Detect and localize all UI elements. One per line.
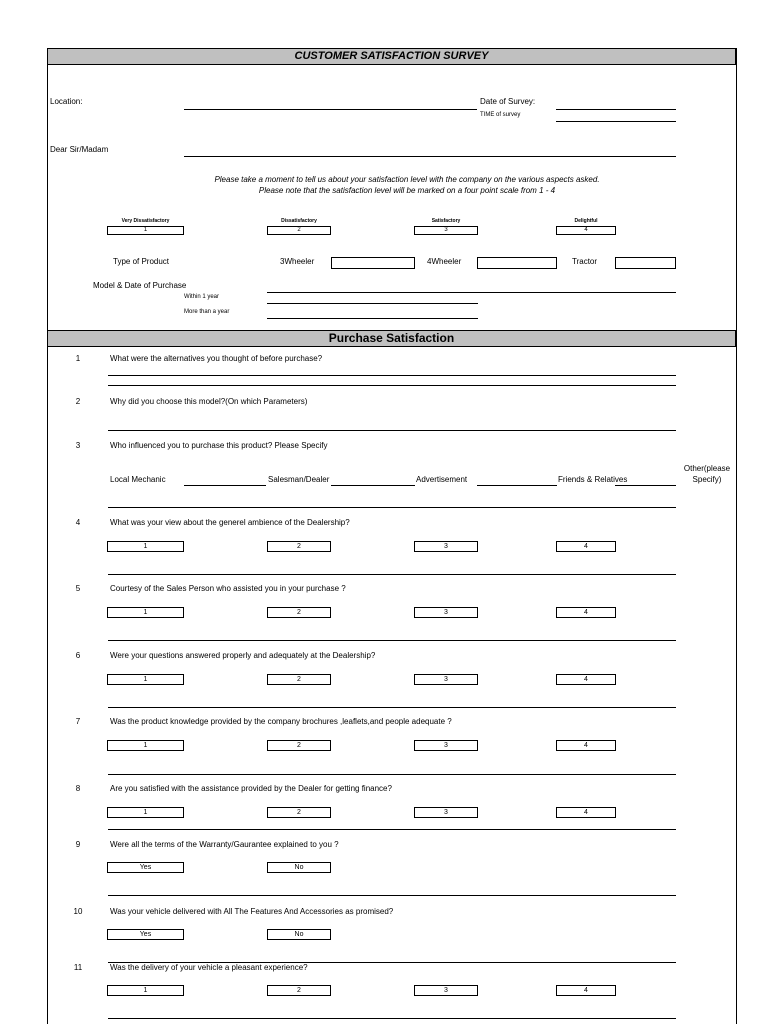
- no-box[interactable]: No: [267, 862, 331, 873]
- rating-box-1[interactable]: 1: [107, 985, 184, 996]
- question-number: 4: [75, 518, 81, 527]
- intro-line-1: Please take a moment to tell us about your satisfaction level with the company on the various aspects asked.: [214, 175, 600, 184]
- question-number: 10: [73, 907, 83, 916]
- question-number: 2: [75, 397, 81, 406]
- influencer-other-line-2: Specify): [692, 475, 722, 484]
- scale-box-1: 1: [107, 226, 184, 235]
- influencer-field[interactable]: [184, 485, 266, 486]
- question-text: What were the alternatives you thought of before purchase?: [110, 354, 323, 363]
- question-text: Courtesy of the Sales Person who assisted you in your purchase ?: [110, 584, 346, 593]
- question-number: 1: [75, 354, 81, 363]
- rating-box-1[interactable]: 1: [107, 740, 184, 751]
- location-label: Location:: [50, 97, 83, 106]
- scale-label-2: Dissatisfactory: [281, 218, 317, 224]
- section-header: Purchase Satisfaction: [47, 330, 736, 347]
- answer-line[interactable]: [108, 829, 676, 830]
- rating-box-1[interactable]: 1: [107, 674, 184, 685]
- product-tractor-box[interactable]: [615, 257, 676, 269]
- rating-box-4[interactable]: 4: [556, 985, 616, 996]
- rating-box-4[interactable]: 4: [556, 674, 616, 685]
- location-field[interactable]: [184, 109, 477, 110]
- scale-label-4: Delightful: [574, 218, 598, 224]
- date-of-survey-field[interactable]: [556, 109, 676, 110]
- influencer-field[interactable]: [615, 485, 676, 486]
- influencer-friends: Friends & Relatives: [558, 475, 628, 484]
- rating-box-1[interactable]: 1: [107, 607, 184, 618]
- question-number: 5: [75, 584, 81, 593]
- rating-box-2[interactable]: 2: [267, 740, 331, 751]
- question-number: 7: [75, 717, 81, 726]
- time-of-survey-label: TIME of survey: [480, 112, 521, 118]
- answer-line[interactable]: [108, 430, 676, 431]
- model-date-field[interactable]: [267, 292, 676, 293]
- yes-box[interactable]: Yes: [107, 929, 184, 940]
- no-box[interactable]: No: [267, 929, 331, 940]
- question-number: 9: [75, 840, 81, 849]
- rating-box-2[interactable]: 2: [267, 985, 331, 996]
- product-option-tractor: Tractor: [572, 257, 598, 266]
- rating-box-3[interactable]: 3: [414, 740, 478, 751]
- question-text: Was the product knowledge provided by the company brochures ,leaflets,and people adequate ?: [110, 717, 452, 726]
- question-text: Were all the terms of the Warranty/Gaurantee explained to you ?: [110, 840, 339, 849]
- intro-line-2: Please note that the satisfaction level will be marked on a four point scale from 1 - 4: [258, 186, 556, 195]
- answer-line[interactable]: [108, 774, 676, 775]
- question-text: Was the delivery of your vehicle a pleasant experience?: [110, 963, 308, 972]
- more-than-year-label: More than a year: [184, 309, 230, 315]
- rating-box-2[interactable]: 2: [267, 807, 331, 818]
- question-number: 11: [73, 963, 83, 972]
- scale-box-4: 4: [556, 226, 616, 235]
- question-text: What was your view about the generel ambience of the Dealership?: [110, 518, 350, 527]
- rating-box-2[interactable]: 2: [267, 607, 331, 618]
- answer-line[interactable]: [108, 640, 676, 641]
- influencer-advertisement: Advertisement: [416, 475, 468, 484]
- rating-box-4[interactable]: 4: [556, 807, 616, 818]
- question-text: Who influenced you to purchase this product? Please Specify: [110, 441, 328, 450]
- rating-box-1[interactable]: 1: [107, 807, 184, 818]
- time-of-survey-field[interactable]: [556, 121, 676, 122]
- within-year-label: Within 1 year: [184, 294, 220, 300]
- question-text: Are you satisfied with the assistance provided by the Dealer for getting finance?: [110, 784, 392, 793]
- influencer-local-mechanic: Local Mechanic: [110, 475, 166, 484]
- rating-box-3[interactable]: 3: [414, 985, 478, 996]
- answer-line[interactable]: [108, 507, 676, 508]
- answer-line[interactable]: [108, 375, 676, 376]
- influencer-salesman: Salesman/Dealer: [268, 475, 330, 484]
- influencer-field[interactable]: [331, 485, 415, 486]
- question-text: Why did you choose this model?(On which Parameters): [110, 397, 308, 406]
- date-of-survey-label: Date of Survey:: [480, 97, 536, 106]
- scale-label-1: Very Dissatisfactory: [121, 218, 170, 224]
- rating-box-4[interactable]: 4: [556, 740, 616, 751]
- name-field[interactable]: [184, 156, 676, 157]
- yes-box[interactable]: Yes: [107, 862, 184, 873]
- question-text: Were your questions answered properly and adequately at the Dealership?: [110, 651, 376, 660]
- influencer-field[interactable]: [477, 485, 557, 486]
- more-than-year-field[interactable]: [267, 318, 478, 319]
- question-number: 6: [75, 651, 81, 660]
- survey-title: CUSTOMER SATISFACTION SURVEY: [47, 48, 736, 65]
- answer-line[interactable]: [108, 574, 676, 575]
- question-number: 8: [75, 784, 81, 793]
- influencer-other-line-1: Other(please: [683, 464, 731, 473]
- product-4wheeler-box[interactable]: [477, 257, 557, 269]
- product-option-3wheeler: 3Wheeler: [280, 257, 315, 266]
- salutation: Dear Sir/Madam: [50, 145, 109, 154]
- model-date-label: Model & Date of Purchase: [93, 281, 187, 290]
- product-option-4wheeler: 4Wheeler: [427, 257, 462, 266]
- rating-box-3[interactable]: 3: [414, 607, 478, 618]
- question-text: Was your vehicle delivered with All The Features And Accessories as promised?: [110, 907, 394, 916]
- rating-box-1[interactable]: 1: [107, 541, 184, 552]
- within-year-field[interactable]: [267, 303, 478, 304]
- scale-box-2: 2: [267, 226, 331, 235]
- product-type-label: Type of Product: [113, 257, 170, 266]
- rating-box-4[interactable]: 4: [556, 607, 616, 618]
- question-number: 3: [75, 441, 81, 450]
- rating-box-2[interactable]: 2: [267, 674, 331, 685]
- rating-box-4[interactable]: 4: [556, 541, 616, 552]
- answer-line[interactable]: [108, 385, 676, 386]
- rating-box-2[interactable]: 2: [267, 541, 331, 552]
- product-3wheeler-box[interactable]: [331, 257, 415, 269]
- rating-box-3[interactable]: 3: [414, 807, 478, 818]
- answer-line[interactable]: [108, 895, 676, 896]
- answer-line[interactable]: [108, 707, 676, 708]
- scale-label-3: Satisfactory: [431, 218, 461, 224]
- answer-line[interactable]: [108, 1018, 676, 1019]
- scale-box-3: 3: [414, 226, 478, 235]
- rating-box-3[interactable]: 3: [414, 674, 478, 685]
- rating-box-3[interactable]: 3: [414, 541, 478, 552]
